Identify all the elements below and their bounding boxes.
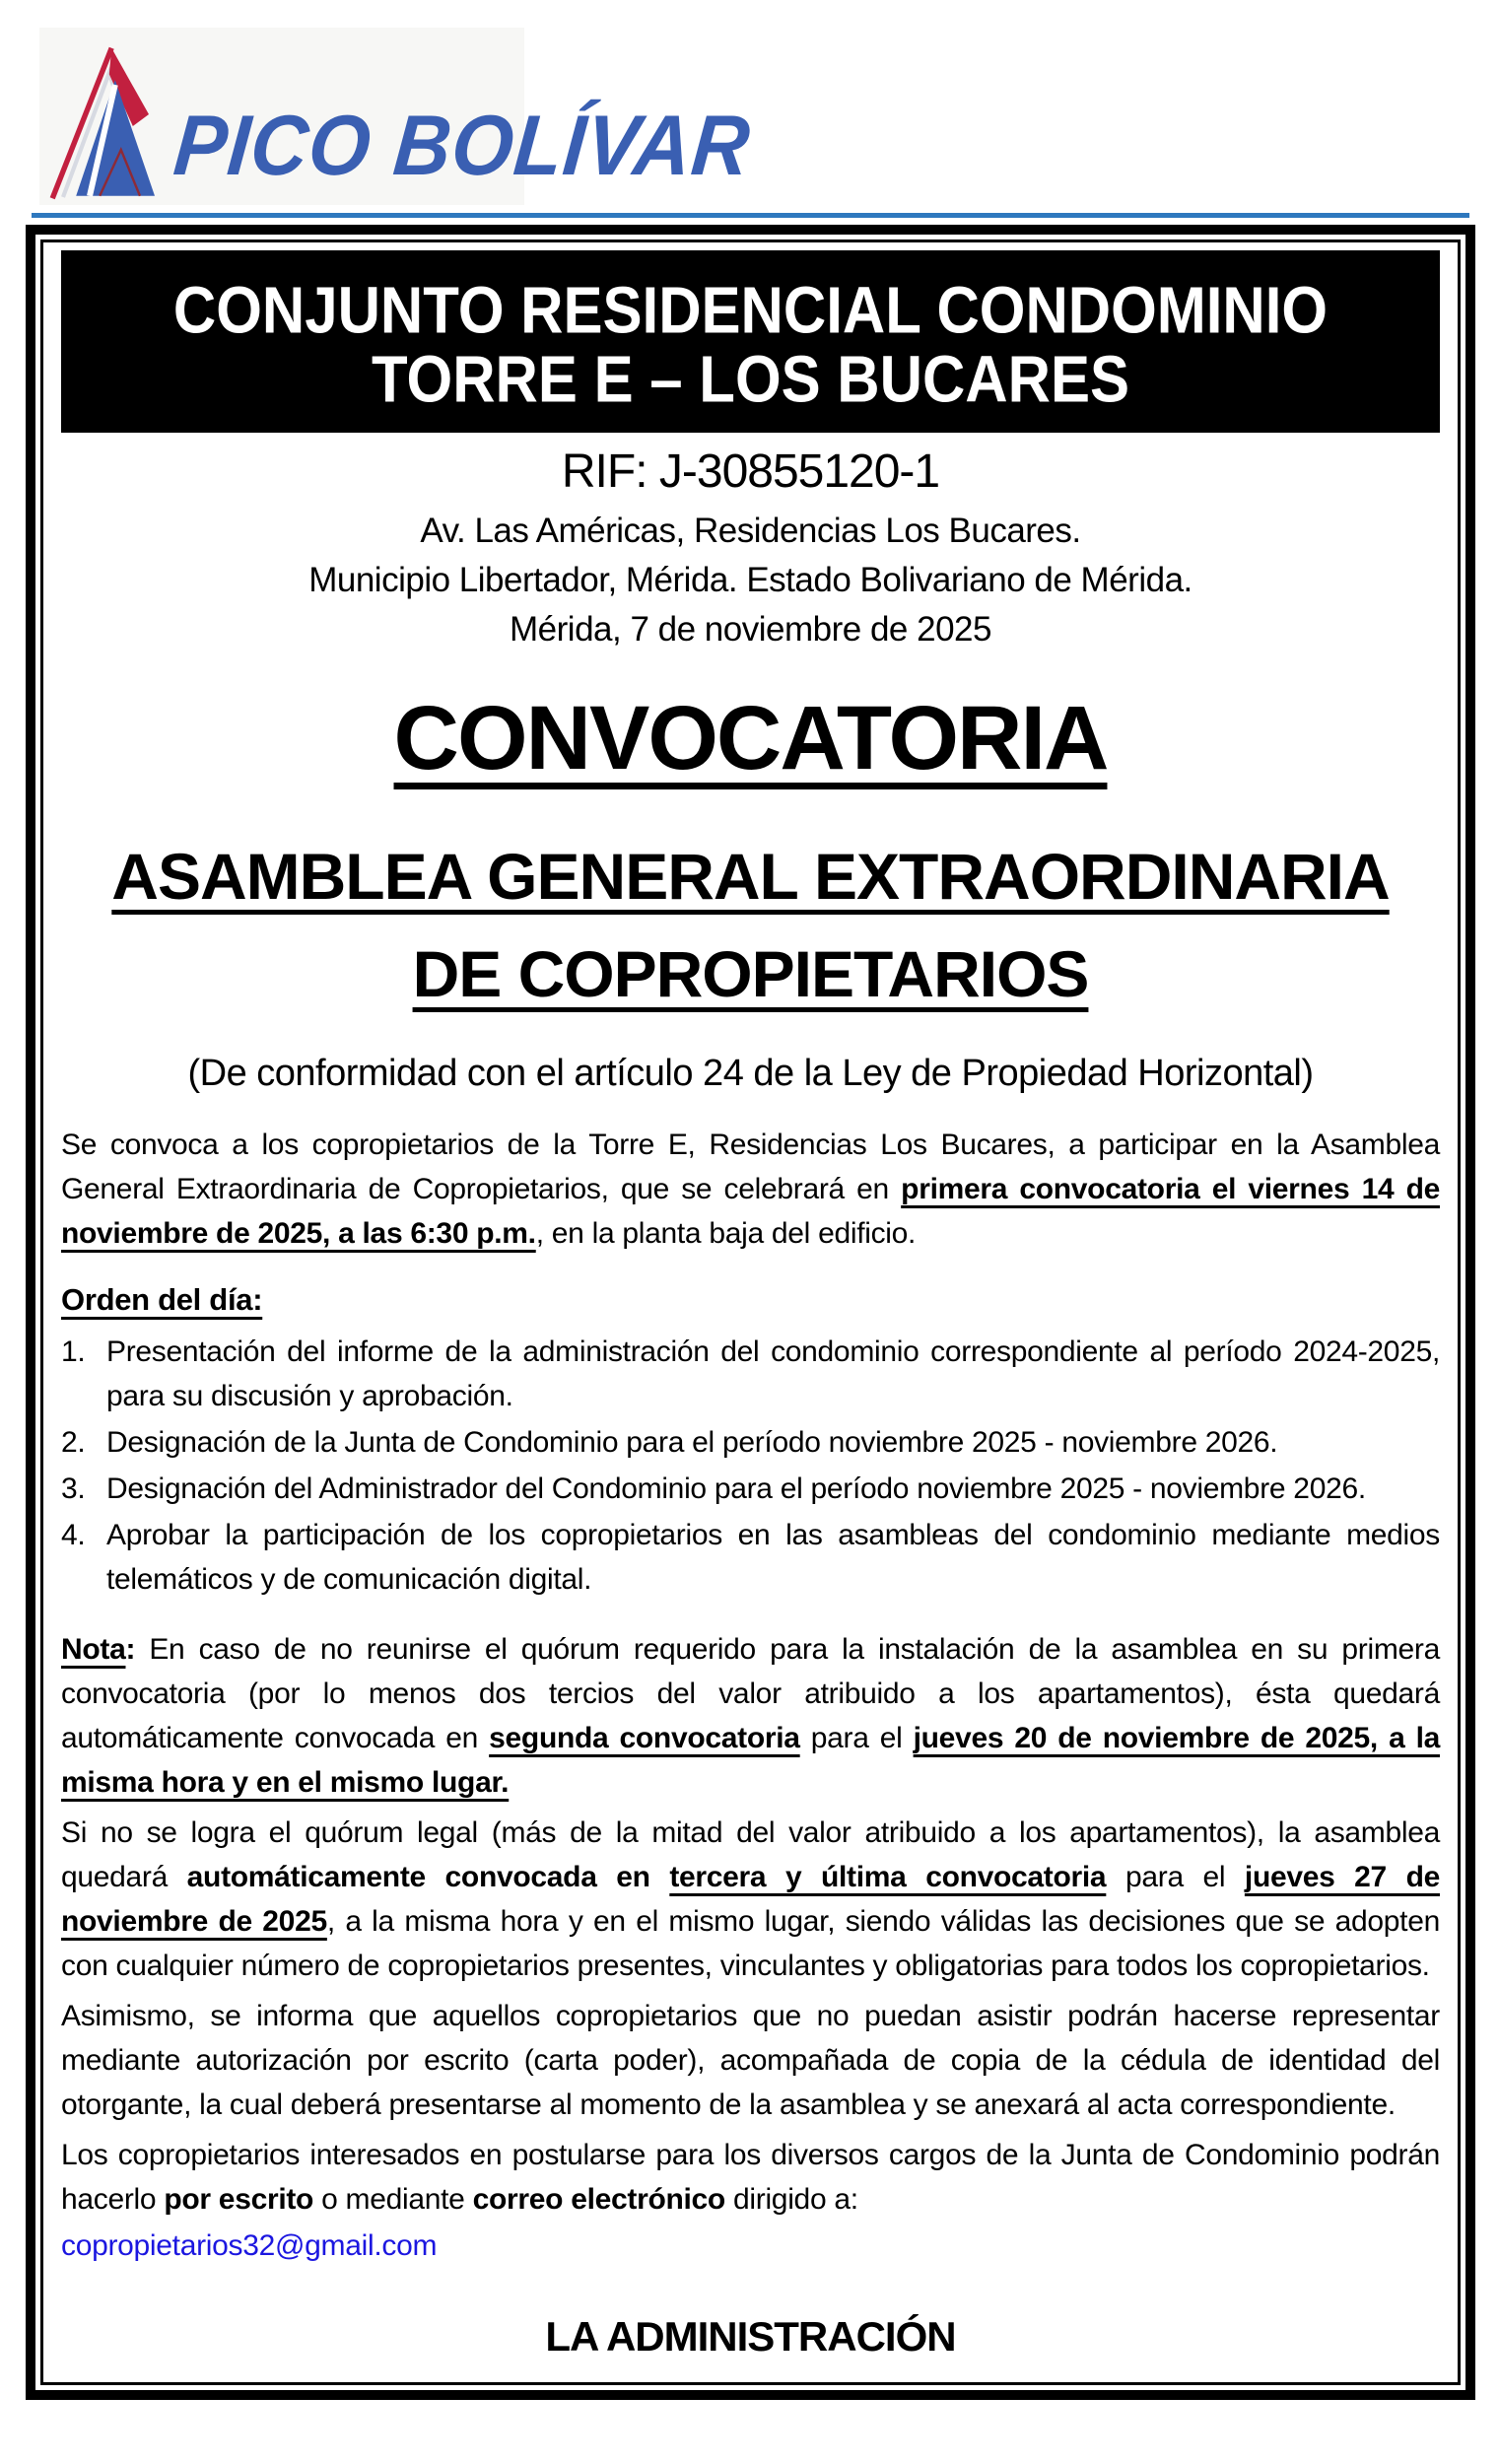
text-segment: por escrito (164, 2182, 314, 2216)
dateline: Mérida, 7 de noviembre de 2025 (510, 609, 991, 649)
intro-paragraph (61, 1123, 1440, 1256)
agenda-item (61, 1420, 1440, 1465)
brand-name: PICO BOLÍVAR (170, 98, 755, 193)
document-frame-inner (40, 240, 1461, 2385)
text-segment: o mediante (313, 2182, 473, 2216)
horizontal-rule (32, 213, 1469, 218)
mountain-peak-icon (45, 37, 164, 203)
text-segment: para el (1106, 1860, 1245, 1893)
text-segment: Se convoca a los copropietarios de la Torre E, Residencias Los Bucares, a participar en la Asamblea General Extraordinaria de Copropietarios, que se celebrará en (61, 1129, 1440, 1206)
rif-number: RIF: J-30855120-1 (561, 445, 940, 499)
address-line1: Av. Las Américas, Residencias Los Bucares. (420, 512, 1081, 551)
agenda-item (61, 1330, 1440, 1418)
note-paragraph (61, 1994, 1440, 2127)
condo-title-line2: TORRE E – LOS BUCARES (371, 341, 1129, 416)
note-paragraph (61, 1811, 1440, 1988)
email-link[interactable]: copropietarios32@gmail.com (61, 2228, 438, 2262)
text-segment: segunda convocatoria (489, 1721, 800, 1754)
email-line (61, 2224, 1440, 2268)
signature: LA ADMINISTRACIÓN (545, 2312, 956, 2360)
note-paragraph (61, 1627, 1440, 1805)
sub-heading (61, 828, 1440, 1023)
text-segment: primera convocatoria el viernes 14 de noviembre de 2025, a las 6:30 p.m. (61, 1173, 1441, 1251)
text-segment: Si no se logra el quórum legal (más de la mitad del valor atribuido a los apartamentos), la asamblea quedará (61, 1815, 1440, 1893)
document-body (61, 1123, 1440, 2268)
main-heading (61, 687, 1440, 790)
text-segment: correo electrónico (472, 2182, 725, 2216)
text-segment: , en la planta baja del edificio. (535, 1217, 917, 1251)
sub-heading-line1: ASAMBLEA GENERAL EXTRAORDINARIA (111, 840, 1390, 914)
text-segment: dirigido a: (724, 2182, 858, 2216)
text-segment: : (125, 1632, 150, 1666)
text-segment: para el (799, 1721, 914, 1754)
text-segment: Asimismo, se informa que aquellos copropietarios que no puedan asistir podrán hacerse representar mediante autorización por escrito (carta poder), acompañada de copia de la cédula de identidad del otorgante, la cual deberá presentarse al momento de la asamblea y se anexará al acta correspondiente. (61, 1999, 1440, 2121)
agenda-item-number: 3. (61, 1472, 86, 1505)
address-line2: Municipio Libertador, Mérida. Estado Bolivariano de Mérida. (308, 560, 1192, 599)
agenda-title: Orden del día: (61, 1282, 263, 1318)
text-segment: Nota (61, 1632, 126, 1666)
text-segment: Los copropietarios interesados en postularse para los diversos cargos de la Junta de Condominio podrán hacerlo (61, 2138, 1440, 2216)
text-segment: tercera y última convocatoria (669, 1860, 1107, 1893)
agenda-item-text: Aprobar la participación de los copropietarios en las asambleas del condominio mediante medios telemáticos y de comunicación digital. (106, 1518, 1440, 1596)
text-segment: jueves 27 de noviembre de 2025 (61, 1860, 1440, 1938)
agenda-item-number: 1. (61, 1335, 86, 1368)
logo (39, 28, 755, 205)
text-segment: En caso de no reunirse el quórum requerido para la instalación de la asamblea en su primera convocatoria (por lo menos dos tercios del valor atribuido a los apartamentos), ésta quedará automáticamente convocada en (61, 1632, 1440, 1754)
document-frame (26, 225, 1475, 2400)
text-segment: automáticamente convocada en (186, 1860, 670, 1893)
text-segment: , a la misma hora y en el mismo lugar, siendo válidas las decisiones que se adopten con cualquier número de copropietarios presentes, vinculantes y obligatorias para todos los copropietarios. (61, 1904, 1440, 1982)
address-block (61, 507, 1440, 653)
text-segment: jueves 20 de noviembre de 2025, a la misma hora y en el mismo lugar. (61, 1721, 1440, 1799)
note-paragraph (61, 2133, 1440, 2222)
sub-heading-line2: DE COPROPIETARIOS (412, 937, 1089, 1011)
agenda-item-text: Presentación del informe de la administración del condominio correspondiente al período 2024-2025, para su discusión y aprobación. (106, 1335, 1440, 1412)
agenda-item (61, 1513, 1440, 1602)
notes-section (61, 1627, 1440, 2222)
agenda-item-text: Designación del Administrador del Condominio para el período noviembre 2025 - noviembre 2026. (106, 1472, 1366, 1505)
title-banner (61, 250, 1440, 433)
agenda-item-number: 4. (61, 1518, 86, 1551)
agenda-list (61, 1330, 1440, 1602)
condo-title-line1: CONJUNTO RESIDENCIAL CONDOMINIO (172, 272, 1329, 347)
agenda-item-number: 2. (61, 1425, 86, 1459)
legal-note: (De conformidad con el artículo 24 de la Ley de Propiedad Horizontal) (187, 1053, 1314, 1095)
agenda-section (61, 1277, 1440, 1602)
main-heading-text: CONVOCATORIA (393, 688, 1108, 789)
agenda-item (61, 1467, 1440, 1511)
agenda-item-text: Designación de la Junta de Condominio para el período noviembre 2025 - noviembre 2026. (106, 1425, 1278, 1459)
